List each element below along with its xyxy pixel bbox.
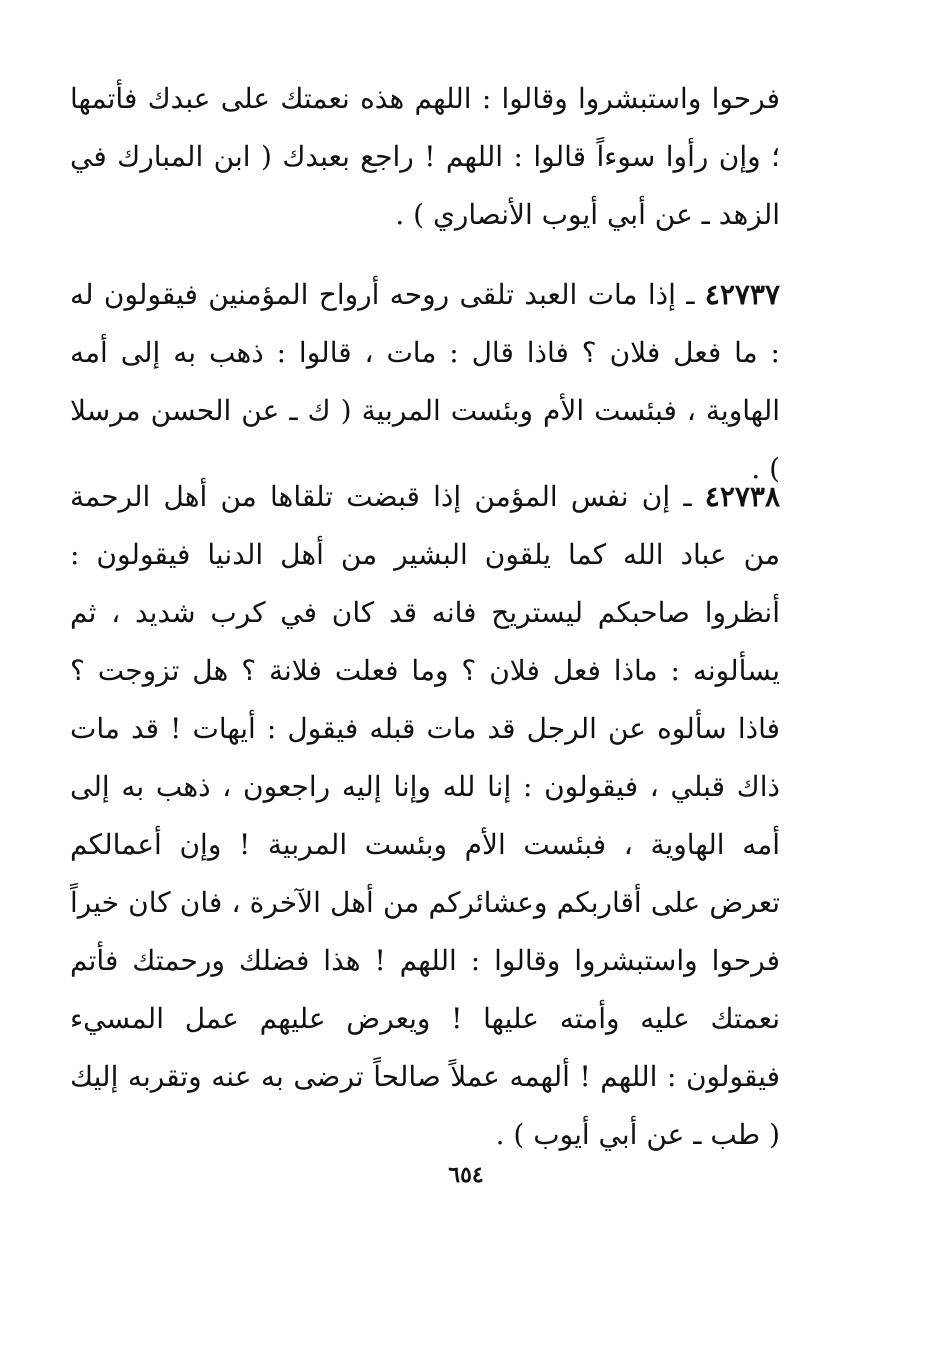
hadith-42738 — [70, 468, 780, 1164]
hadith-text: ـ إذا مات العبد تلقى روحه أرواح المؤمنين فيقولون له : ما فعل فلان ؟ فاذا قال : مات ، قالوا : ذهب به إلى أمه الهاوية ، فبئست الأم وبئست المربية ( ك ـ عن الحسن مرسلا ) . — [70, 278, 780, 485]
hadith-number: ٤٢٧٣٧ — [704, 278, 780, 311]
page-number: ٦٥٤ — [448, 1162, 484, 1188]
hadith-42737 — [70, 266, 780, 498]
hadith-number: ٤٢٧٣٨ — [704, 480, 780, 513]
hadith-text: ـ إن نفس المؤمن إذا قبضت تلقاها من أهل الرحمة من عباد الله كما يلقون البشير من أهل الدنيا فيقولون : أنظروا صاحبكم ليستريح فانه قد كان في كرب شديد ، ثم يسألونه : ماذا فعل فلان ؟ وما فعلت فلانة ؟ هل تزوجت ؟ فاذا سألوه عن الرجل قد مات قبله فيقول : أيهات ! قد مات ذاك قبلي ، فيقولون : إنا لله وإنا إليه راجعون ، ذهب به إلى أمه الهاوية ، فبئست الأم وبئست المربية ! وإن أعمالكم تعرض على أقاربكم وعشائركم من أهل الآخرة ، فان كان خيراً فرحوا واستبشروا وقالوا : اللهم ! هذا فضلك ورحمتك فأتم نعمتك عليه وأمته عليها ! ويعرض عليهم عمل المسيء فيقولون : اللهم ! ألهمه عملاً صالحاً ترضى به عنه وتقربه إليك ( طب ـ عن أبي أيوب ) . — [70, 480, 780, 1151]
paragraph-text: فرحوا واستبشروا وقالوا : اللهم هذه نعمتك على عبدك فأتمها ؛ وإن رأوا سوءاً قالوا : اللهم ! راجع بعبدك ( ابن المبارك في الزهد ـ عن أبي أيوب الأنصاري ) . — [70, 82, 780, 231]
paragraph-continuation — [70, 70, 780, 244]
